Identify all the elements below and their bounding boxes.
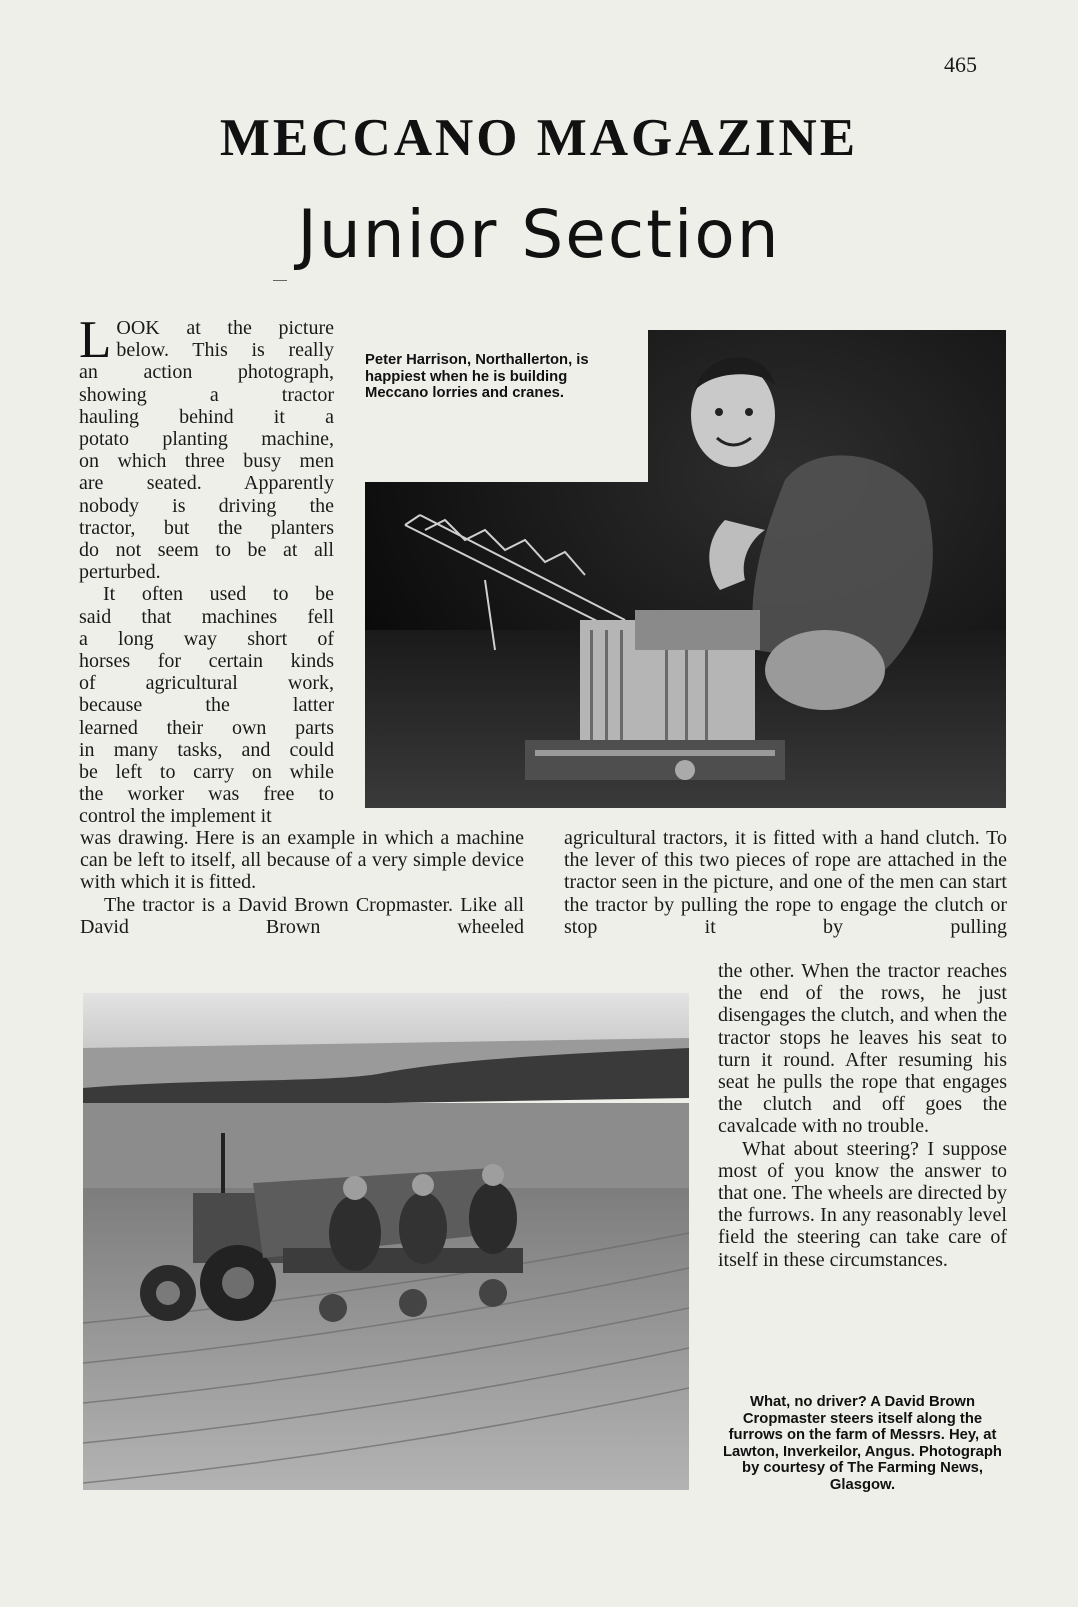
narrow-line: perturbed. (79, 561, 161, 584)
paragraph: What about steering? I suppose most of you know the answer to that one. The wheels are directed by the furrows. In any reasonably level field the steering can take care of itself in these circumstances. (718, 1137, 1007, 1271)
magazine-title: MECCANO MAGAZINE (219, 109, 859, 167)
narrow-line: an action photograph, (79, 361, 334, 384)
narrow-line: said that machines fell (79, 605, 334, 628)
narrow-line: of agricultural work, (79, 672, 334, 695)
narrow-column (79, 311, 334, 828)
narrow-line: a long way short of (79, 627, 334, 650)
narrow-line: be left to carry on while (79, 761, 334, 784)
narrow-line: control the implement it (79, 805, 272, 828)
paragraph: agricultural tractors, it is fitted with a hand clutch. To the lever of this two pieces of rope are attached in the tractor seen in the picture, and one of the men can start the tractor by pulling the rope to engage the clutch or stop it by pulling (564, 827, 1007, 938)
narrow-line: tractor, but the planters (79, 516, 334, 539)
narrow-line: It often used to be (103, 583, 334, 606)
right-column-top (564, 827, 1007, 938)
right-column (718, 960, 1007, 1271)
narrow-line: in many tasks, and could (79, 738, 334, 761)
narrow-line: below. This is really (116, 339, 334, 362)
title-rule (273, 280, 287, 281)
narrow-line: do not seem to be at all (79, 539, 334, 562)
boy-photo-caption: Peter Harrison, Northallerton, is happiest when he is building Meccano lorries and cranes. (365, 352, 589, 402)
narrow-line: learned their own parts (79, 716, 334, 739)
narrow-line: OOK at the picture (116, 317, 334, 339)
paragraph: the other. When the tractor reaches the end of the rows, he just disengages the clutch, and when the tractor stops he leaves his seat to turn it round. After resuming his seat he pulls the rope that engages the clutch and off goes the cavalcade with no trouble. (718, 960, 1007, 1138)
tractor-photo (83, 993, 689, 1490)
narrow-line: showing a tractor (79, 383, 334, 406)
paragraph: was drawing. Here is an example in which a machine can be left to itself, all because of a very simple device with which it is fitted. (80, 827, 524, 894)
narrow-line: on which three busy men (79, 450, 334, 473)
narrow-line: the worker was free to (79, 783, 334, 806)
paragraph: The tractor is a David Brown Cropmaster. Like all David Brown wheeled (80, 893, 524, 938)
narrow-line: potato planting machine, (79, 428, 334, 451)
narrow-line: because the latter (79, 694, 334, 717)
section-title: Junior Section (297, 196, 781, 273)
tractor-photo-caption: What, no driver? A David Brown Cropmaster steers itself along the furrows on the farm of Messrs. Hey, at Lawton, Inverkeilor, Angus. Photograph by courtesy of The Farming News, Glasgow. (723, 1394, 1002, 1493)
narrow-line: hauling behind it a (79, 405, 334, 428)
dropcap: L (79, 311, 112, 369)
narrow-line: are seated. Apparently (79, 472, 334, 495)
narrow-line: nobody is driving the (79, 494, 334, 517)
left-column (80, 827, 524, 938)
page-number: 465 (944, 52, 977, 77)
narrow-line: horses for certain kinds (79, 650, 334, 673)
